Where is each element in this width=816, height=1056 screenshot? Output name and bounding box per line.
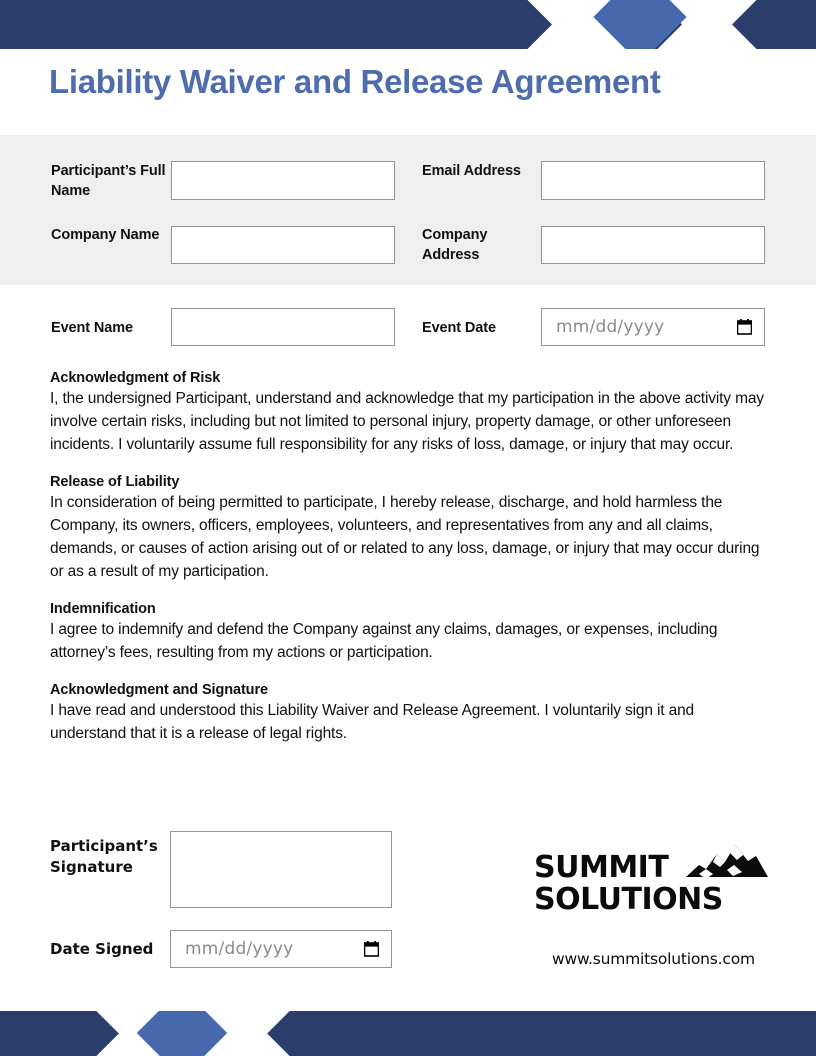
- logo-company-name-top: SUMMIT: [534, 850, 669, 885]
- participant-signature-input[interactable]: [170, 831, 392, 908]
- clause-heading: Acknowledgment of Risk: [50, 370, 221, 386]
- header-band: [0, 0, 816, 49]
- participant-signature-label: Participant’s Signature: [50, 837, 158, 876]
- email-address-input[interactable]: [541, 161, 765, 200]
- clauses-section: [50, 370, 766, 745]
- event-date-input[interactable]: [541, 308, 765, 346]
- email-address-label: Email Address: [422, 163, 521, 179]
- event-date-placeholder: mm/dd/yyyy: [556, 317, 665, 337]
- calendar-icon[interactable]: [737, 319, 752, 335]
- clause-heading: Acknowledgment and Signature: [50, 682, 268, 698]
- clause-heading: Indemnification: [50, 601, 156, 617]
- participant-name-input[interactable]: [171, 161, 395, 200]
- clause-release-of-liability: [50, 474, 766, 583]
- calendar-icon[interactable]: [364, 941, 379, 957]
- mountain-icon: [686, 843, 768, 883]
- clause-heading: Release of Liability: [50, 474, 180, 490]
- date-signed-placeholder: mm/dd/yyyy: [185, 939, 294, 959]
- company-website: www.summitsolutions.com: [552, 950, 755, 968]
- company-name-input[interactable]: [171, 226, 395, 264]
- logo-company-name-bottom: SOLUTIONS: [534, 882, 723, 917]
- logo-text-line1: [534, 852, 774, 884]
- event-name-input[interactable]: [171, 308, 395, 346]
- date-signed-label: Date Signed: [50, 940, 154, 958]
- title-area: [0, 49, 816, 135]
- company-address-label: Company Address: [422, 227, 488, 263]
- company-address-input[interactable]: [541, 226, 765, 264]
- clause-indemnification: [50, 601, 766, 664]
- event-date-label: Event Date: [422, 320, 496, 336]
- footer-diamond-mask: [100, 975, 290, 1011]
- footer-band: [0, 1011, 816, 1056]
- clause-body: I agree to indemnify and defend the Company against any claims, damages, or expenses, including attorney’s fees, resulting from my actions or participation.: [50, 621, 718, 661]
- event-name-label: Event Name: [51, 320, 134, 336]
- clause-acknowledgment-and-signature: [50, 682, 766, 745]
- date-signed-input[interactable]: [170, 930, 392, 968]
- company-name-label: Company Name: [51, 227, 160, 243]
- page-title: Liability Waiver and Release Agreement: [49, 63, 661, 100]
- clause-acknowledgment-of-risk: [50, 370, 766, 456]
- company-logo: [534, 852, 774, 916]
- clause-body: I, the undersigned Participant, understand and acknowledge that my participation in the above activity may involve certain risks, including but not limited to personal injury, property damage, or other unforeseen incidents. I voluntarily assume full responsibility for any risks of loss, damage, or injury that may occur.: [50, 390, 764, 453]
- clause-body: I have read and understood this Liability Waiver and Release Agreement. I voluntarily sign it and understand that it is a release of legal rights.: [50, 702, 695, 742]
- clause-body: In consideration of being permitted to participate, I hereby release, discharge, and hold harmless the Company, its owners, officers, employees, volunteers, and representatives from any and all claims, demands, or causes of action arising out of or related to any loss, damage, or injury that may occur during or as a result of my participation.: [50, 494, 760, 580]
- participant-name-label: Participant’s Full Name: [51, 163, 166, 199]
